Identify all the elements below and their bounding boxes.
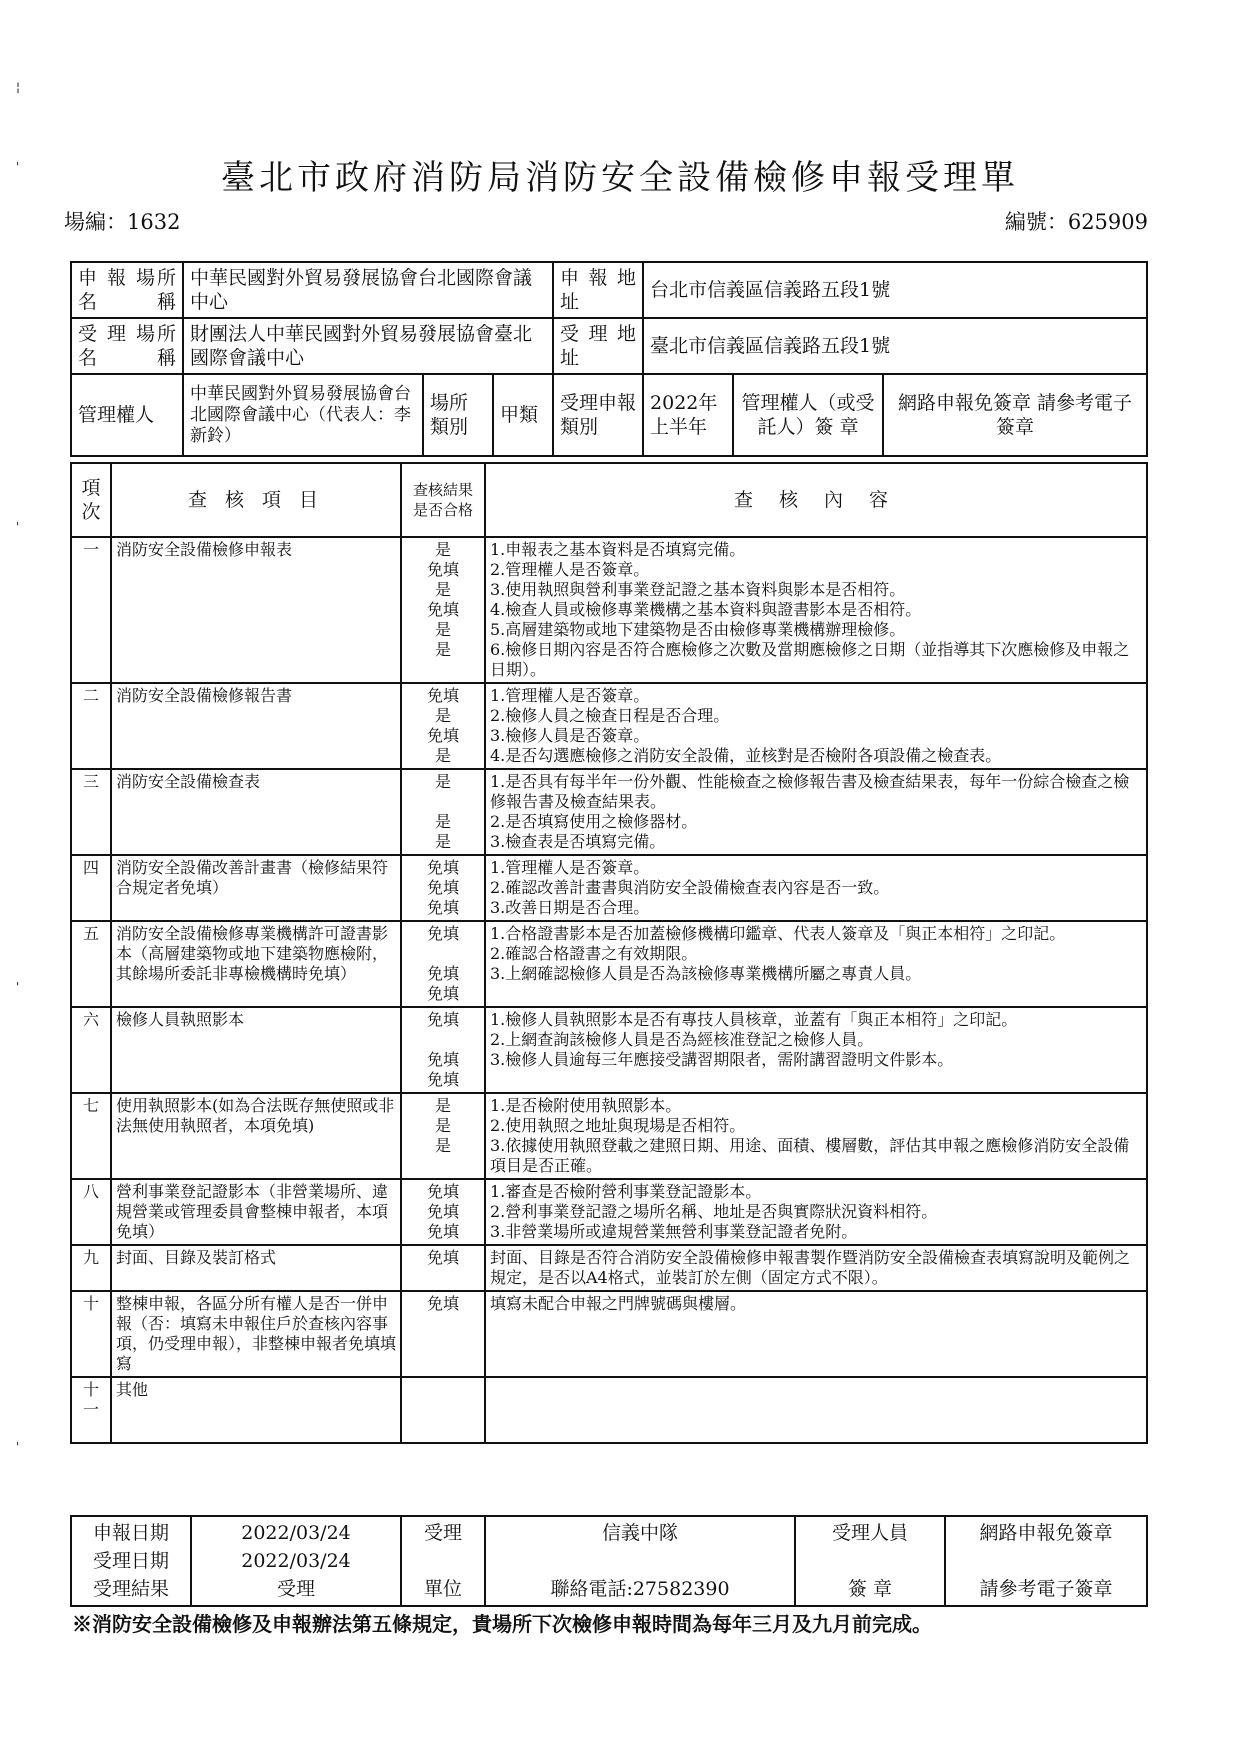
result-value: 是 bbox=[434, 620, 451, 639]
content-line: 3.檢查表是否填寫完備。 bbox=[490, 832, 666, 851]
table-row bbox=[71, 1179, 1147, 1245]
accept-result-label: 受理結果 bbox=[92, 1578, 169, 1600]
row-contents bbox=[485, 769, 1147, 855]
content-line: 3.依據使用執照登載之建照日期、用途、面積、樓層數，評估其申報之應檢修消防安全設備項目是否正確。 bbox=[490, 1136, 1130, 1175]
content-line: 4.是否勾選應檢修之消防安全設備，並核對是否檢附各項設備之檢查表。 bbox=[490, 746, 1002, 765]
row-results bbox=[401, 1007, 485, 1093]
report-type-label: 受理申報類別 bbox=[553, 374, 643, 456]
content-line: 填寫未配合申報之門牌號碼與樓層。 bbox=[490, 1294, 747, 1313]
row-results bbox=[401, 1245, 485, 1291]
row-results bbox=[401, 683, 485, 769]
result-value: 免填 bbox=[426, 1294, 459, 1313]
row-contents bbox=[485, 1377, 1147, 1443]
row-results bbox=[401, 1179, 485, 1245]
row-item: 消防安全設備檢查表 bbox=[111, 769, 401, 855]
row-results bbox=[401, 1377, 485, 1443]
content-line: 1.管理權人是否簽章。 bbox=[490, 858, 650, 877]
result-value: 是 bbox=[434, 746, 451, 765]
content-line: 1.是否檢附使用執照影本。 bbox=[490, 1096, 682, 1115]
inspection-rows bbox=[71, 537, 1147, 1443]
row-results bbox=[401, 1291, 485, 1377]
result-value: 免填 bbox=[426, 1182, 459, 1201]
row-results bbox=[401, 537, 485, 683]
col-result-header: 查核結果是否合格 bbox=[401, 463, 485, 537]
content-line: 3.上網確認檢修人員是否為該檢修專業機構所屬之專責人員。 bbox=[490, 964, 922, 983]
result-value bbox=[406, 792, 480, 812]
row-number: 六 bbox=[71, 1007, 111, 1093]
content-line: 2.是否填寫使用之檢修器材。 bbox=[490, 812, 698, 831]
row-item: 封面、目錄及裝訂格式 bbox=[111, 1245, 401, 1291]
content-line: 2.上網查詢該檢修人員是否為經核准登記之檢修人員。 bbox=[490, 1030, 874, 1049]
result-value bbox=[406, 1030, 480, 1050]
accept-result: 受理 bbox=[276, 1578, 315, 1600]
row-number: 八 bbox=[71, 1179, 111, 1245]
row-number: 十一 bbox=[71, 1377, 111, 1443]
result-value bbox=[406, 944, 480, 964]
accept-date: 2022/03/24 bbox=[241, 1550, 351, 1572]
table-row bbox=[71, 1007, 1147, 1093]
venue-code: 場編：1632 bbox=[64, 210, 181, 234]
content-line: 1.檢修人員執照影本是否有專技人員核章，並蓋有「與正本相符」之印記。 bbox=[490, 1010, 1018, 1029]
row-item: 消防安全設備檢修專業機構許可證書影本（高層建築物或地下建築物應檢附，其餘場所委託非專檢機構時免填） bbox=[111, 921, 401, 1007]
row-results bbox=[401, 921, 485, 1007]
row-item: 其他 bbox=[111, 1377, 401, 1443]
applicant-venue-label: 申 報 場所名稱 bbox=[71, 262, 183, 318]
row-number: 五 bbox=[71, 921, 111, 1007]
table-row bbox=[71, 1245, 1147, 1291]
result-value: 免填 bbox=[426, 686, 459, 705]
result-value: 免填 bbox=[426, 726, 459, 745]
row-number: 一 bbox=[71, 537, 111, 683]
binding-mark: ' bbox=[16, 160, 20, 174]
row-item: 整棟申報，各區分所有權人是否一併申報（否：填寫未申報住戶於查核內容事項，仍受理申報），非整棟申報者免填填寫 bbox=[111, 1291, 401, 1377]
result-value: 是 bbox=[434, 540, 451, 559]
content-line: 1.合格證書影本是否加蓋檢修機構印鑑章、代表人簽章及「與正本相符」之印記。 bbox=[490, 924, 1066, 943]
row-number: 九 bbox=[71, 1245, 111, 1291]
content-line: 封面、目錄是否符合消防安全設備檢修申報書製作暨消防安全設備檢查表填寫說明及範例之規定，是否以A4格式，並裝訂於左側（固定方式不限）。 bbox=[490, 1248, 1131, 1287]
result-value: 是 bbox=[434, 772, 451, 791]
binding-mark: ' bbox=[16, 980, 20, 994]
col-content-header: 查 核 內 容 bbox=[485, 463, 1147, 537]
result-value: 免填 bbox=[426, 1248, 459, 1267]
content-line: 4.檢查人員或檢修專業機構之基本資料與證書影本是否相符。 bbox=[490, 600, 922, 619]
sign-label: 管理權人（或受託人）簽 章 bbox=[733, 374, 883, 456]
officer-label-top: 受理人員 bbox=[831, 1522, 908, 1544]
unit-name: 信義中隊 bbox=[601, 1522, 678, 1544]
report-date: 2022/03/24 bbox=[241, 1522, 351, 1544]
unit-label-bottom: 單位 bbox=[423, 1578, 462, 1600]
content-line: 2.確認合格證書之有效期限。 bbox=[490, 944, 698, 963]
row-item: 營利事業登記證影本（非營業場所、違規營業或管理委員會整棟申報者，本項免填） bbox=[111, 1179, 401, 1245]
result-value: 免填 bbox=[426, 1202, 459, 1221]
row-contents bbox=[485, 683, 1147, 769]
footer-table bbox=[70, 1515, 1148, 1607]
result-value: 是 bbox=[434, 832, 451, 851]
officer-sign-top: 網路申報免簽章 bbox=[979, 1522, 1113, 1544]
row-number: 七 bbox=[71, 1093, 111, 1179]
binding-mark: ' bbox=[16, 520, 20, 534]
table-row bbox=[71, 855, 1147, 921]
applicant-address-value: 台北市信義區信義路五段1號 bbox=[643, 262, 1147, 318]
content-line: 3.檢修人員逾每三年應接受講習期限者，需附講習證明文件影本。 bbox=[490, 1050, 954, 1069]
col-no-header: 項次 bbox=[71, 463, 111, 537]
result-value: 免填 bbox=[426, 898, 459, 917]
officer-sign-bottom: 請參考電子簽章 bbox=[979, 1578, 1113, 1600]
content-line: 1.申報表之基本資料是否填寫完備。 bbox=[490, 540, 746, 559]
result-value: 是 bbox=[434, 580, 451, 599]
table-row bbox=[71, 1377, 1147, 1443]
applicant-venue-value: 中華民國對外貿易發展協會台北國際會議中心 bbox=[183, 262, 553, 318]
table-row bbox=[71, 921, 1147, 1007]
result-value: 是 bbox=[434, 1116, 451, 1135]
row-number: 二 bbox=[71, 683, 111, 769]
regulation-note: ※消防安全設備檢修及申報辦法第五條規定，貴場所下次檢修申報時間為每年三月及九月前完成。 bbox=[72, 1612, 932, 1636]
content-line: 1.管理權人是否簽章。 bbox=[490, 686, 650, 705]
content-line: 3.非營業場所或違規營業無營利事業登記證者免附。 bbox=[490, 1222, 858, 1241]
officer-sign bbox=[945, 1516, 1147, 1606]
officer-label-bottom: 簽 章 bbox=[847, 1578, 893, 1600]
unit-label-top: 受理 bbox=[423, 1522, 462, 1544]
report-date-label: 申報日期 bbox=[92, 1522, 169, 1544]
row-contents bbox=[485, 537, 1147, 683]
result-value: 是 bbox=[434, 640, 451, 659]
content-line: 3.檢修人員是否簽章。 bbox=[490, 726, 650, 745]
content-line: 3.改善日期是否合理。 bbox=[490, 898, 650, 917]
accepted-address-label: 受 理 地 址 bbox=[553, 318, 643, 374]
header-table bbox=[70, 261, 1148, 457]
content-line: 5.高層建築物或地下建築物是否由檢修專業機構辦理檢修。 bbox=[490, 620, 906, 639]
sign-value: 網路申報免簽章 請參考電子簽章 bbox=[883, 374, 1147, 456]
category-value: 甲類 bbox=[493, 374, 553, 456]
manager-label: 管理權人 bbox=[71, 374, 183, 456]
row-item: 消防安全設備檢修申報表 bbox=[111, 537, 401, 683]
content-line: 2.檢修人員之檢查日程是否合理。 bbox=[490, 706, 730, 725]
result-value: 免填 bbox=[426, 600, 459, 619]
content-line: 2.確認改善計畫書與消防安全設備檢查表內容是否一致。 bbox=[490, 878, 890, 897]
row-number: 十 bbox=[71, 1291, 111, 1377]
row-contents bbox=[485, 1291, 1147, 1377]
binding-mark: ¦ bbox=[16, 80, 21, 94]
col-item-header: 查 核 項 目 bbox=[111, 463, 401, 537]
row-contents bbox=[485, 1093, 1147, 1179]
result-value: 免填 bbox=[426, 984, 459, 1003]
accept-date-label: 受理日期 bbox=[92, 1550, 169, 1572]
result-value: 免填 bbox=[426, 1070, 459, 1089]
row-item: 消防安全設備檢修報告書 bbox=[111, 683, 401, 769]
table-row bbox=[71, 683, 1147, 769]
inspection-table bbox=[70, 462, 1148, 1444]
footer-labels bbox=[71, 1516, 191, 1606]
applicant-address-label: 申 報 地 址 bbox=[553, 262, 643, 318]
row-item: 檢修人員執照影本 bbox=[111, 1007, 401, 1093]
row-contents bbox=[485, 1245, 1147, 1291]
content-line: 3.使用執照與營利事業登記證之基本資料與影本是否相符。 bbox=[490, 580, 906, 599]
content-line: 2.使用執照之地址與現場是否相符。 bbox=[490, 1116, 746, 1135]
content-line: 1.是否具有每半年一份外觀、性能檢查之檢修報告書及檢查結果表，每年一份綜合檢查之檢修報告書及檢查結果表。 bbox=[490, 772, 1130, 811]
result-value: 免填 bbox=[426, 924, 459, 943]
accepted-venue-label: 受 理 場所名稱 bbox=[71, 318, 183, 374]
row-item: 消防安全設備改善計畫書（檢修結果符合規定者免填） bbox=[111, 855, 401, 921]
unit-info bbox=[485, 1516, 795, 1606]
report-type-value: 2022年上半年 bbox=[643, 374, 733, 456]
table-row bbox=[71, 769, 1147, 855]
row-contents bbox=[485, 921, 1147, 1007]
result-value: 是 bbox=[434, 1136, 451, 1155]
document-number: 編號：625909 bbox=[1004, 210, 1148, 234]
result-value: 免填 bbox=[426, 1010, 459, 1029]
row-results bbox=[401, 769, 485, 855]
content-line: 2.管理權人是否簽章。 bbox=[490, 560, 650, 579]
result-value: 是 bbox=[434, 706, 451, 725]
row-contents bbox=[485, 1007, 1147, 1093]
result-value: 免填 bbox=[426, 1050, 459, 1069]
table-row bbox=[71, 1291, 1147, 1377]
unit-label bbox=[401, 1516, 485, 1606]
row-results bbox=[401, 1093, 485, 1179]
content-line: 1.審查是否檢附營利事業登記證影本。 bbox=[490, 1182, 762, 1201]
result-value: 免填 bbox=[426, 560, 459, 579]
row-results bbox=[401, 855, 485, 921]
accepted-venue-value: 財團法人中華民國對外貿易發展協會臺北國際會議中心 bbox=[183, 318, 553, 374]
result-value: 是 bbox=[434, 1096, 451, 1115]
officer-label bbox=[795, 1516, 945, 1606]
table-row bbox=[71, 537, 1147, 683]
result-value: 免填 bbox=[426, 878, 459, 897]
row-number: 四 bbox=[71, 855, 111, 921]
result-value: 免填 bbox=[426, 858, 459, 877]
row-contents bbox=[485, 855, 1147, 921]
result-value: 免填 bbox=[426, 964, 459, 983]
content-line: 2.營利事業登記證之場所名稱、地址是否與實際狀況資料相符。 bbox=[490, 1202, 938, 1221]
document-title: 臺北市政府消防局消防安全設備檢修申報受理單 bbox=[221, 158, 1019, 198]
category-label: 場所類別 bbox=[423, 374, 493, 456]
manager-value: 中華民國對外貿易發展協會台北國際會議中心（代表人：李新鈴） bbox=[183, 374, 423, 456]
row-item: 使用執照影本(如為合法既存無使照或非法無使用執照者，本項免填) bbox=[111, 1093, 401, 1179]
accepted-address-value: 臺北市信義區信義路五段1號 bbox=[643, 318, 1147, 374]
result-value: 免填 bbox=[426, 1222, 459, 1241]
result-value: 是 bbox=[434, 812, 451, 831]
table-row bbox=[71, 1093, 1147, 1179]
binding-mark: ' bbox=[16, 1440, 20, 1454]
unit-phone: 聯絡電話:27582390 bbox=[550, 1578, 730, 1600]
content-line: 6.檢修日期內容是否符合應檢修之次數及當期應檢修之日期（並指導其下次應檢修及申報之日期）。 bbox=[490, 640, 1130, 679]
footer-values bbox=[191, 1516, 401, 1606]
row-number: 三 bbox=[71, 769, 111, 855]
row-contents bbox=[485, 1179, 1147, 1245]
